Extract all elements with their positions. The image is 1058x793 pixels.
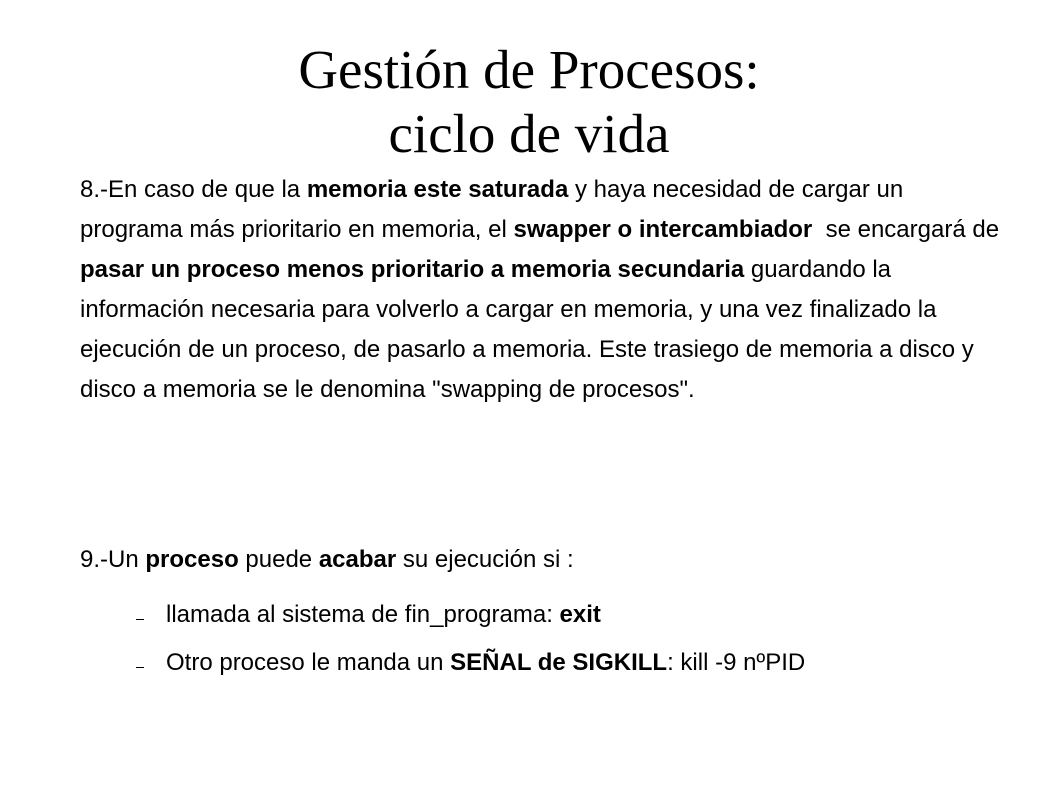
- paragraph-8-text-2: y haya necesidad de cargar un programa más prioritario en memoria, el: [80, 176, 904, 243]
- list-item: [130, 598, 990, 632]
- paragraph-9-bold-1: proceso: [145, 546, 239, 573]
- paragraph-8-bold-1: memoria este saturada: [306, 176, 569, 203]
- dash-bullet-icon: [136, 667, 144, 668]
- paragraph-8-bold-2: swapper o intercambiador: [513, 216, 813, 243]
- slide-title-line-2: ciclo de vida: [388, 103, 670, 164]
- paragraph-9-bold-2: acabar: [318, 546, 397, 573]
- paragraph-9-text-2: puede: [238, 546, 319, 573]
- list-item-bold: SEÑAL de SIGKILL: [450, 649, 668, 676]
- paragraph-9-text-1: 9.-Un: [80, 546, 146, 573]
- paragraph-9: [80, 540, 1010, 580]
- paragraph-8-text-3: se encargará de: [812, 216, 1006, 243]
- paragraph-8-text-1: 8.-En caso de que la: [80, 176, 307, 203]
- termination-list: [130, 598, 990, 694]
- list-item-text-2: : kill -9 nºPID: [667, 649, 806, 676]
- list-item-text-1: Otro proceso le manda un: [166, 649, 451, 676]
- dash-bullet-icon: [136, 619, 144, 620]
- slide-title: [0, 38, 1058, 166]
- slide-title-line-1: Gestión de Procesos:: [298, 39, 760, 100]
- paragraph-9-text-3: su ejecución si :: [396, 546, 574, 573]
- list-item-bold: exit: [559, 601, 601, 628]
- paragraph-8-bold-3: pasar un proceso menos prioritario a memoria secundaria: [80, 256, 745, 283]
- list-item-text-1: llamada al sistema de fin_programa:: [166, 601, 560, 628]
- list-item: [130, 646, 990, 680]
- paragraph-8: [80, 170, 1010, 410]
- paragraph-8-text-4: guardando la información necesaria para volverlo a cargar en memoria, y una vez finalizado la ejecución de un proceso, de pasarlo a memoria. Este trasiego de memoria a disco y disco a memoria se le denomina "swapping de procesos".: [80, 256, 974, 403]
